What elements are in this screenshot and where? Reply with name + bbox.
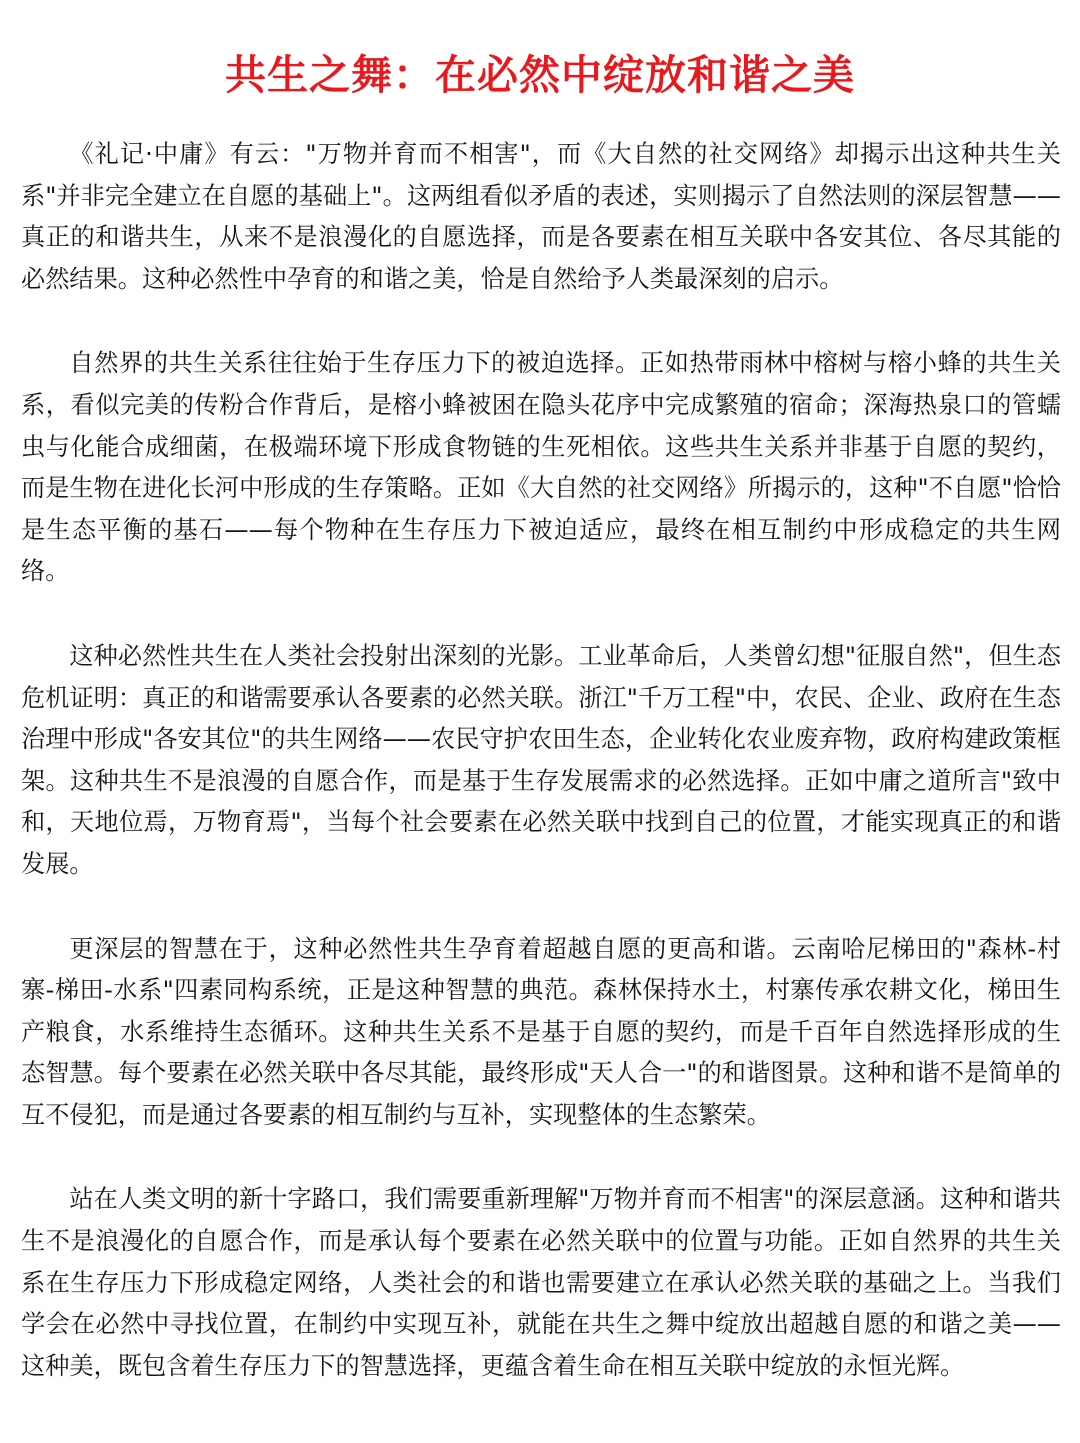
paragraph-4: 更深层的智慧在于，这种必然性共生孕育着超越自愿的更高和谐。云南哈尼梯田的"森林-村寨-梯田-水系"四素同构系统，正是这种智慧的典范。森林保持水土，村寨传承农耕文化，梯田生产粮食，水系维持生态循环。这种共生关系不是基于自愿的契约，而是千百年自然选择形成的生态智慧。每个要素在必然关联中各尽其能，最终形成"天人合一"的和谐图景。这种和谐不是简单的互不侵犯，而是通过各要素的相互制约与互补，实现整体的生态繁荣。 — [21, 934, 1061, 1129]
article-body — [21, 134, 1061, 1430]
paragraph-3: 这种必然性共生在人类社会投射出深刻的光影。工业革命后，人类曾幻想"征服自然"，但生态危机证明：真正的和谐需要承认各要素的必然关联。浙江"千万工程"中，农民、企业、政府在生态治理中形成"各安其位"的共生网络——农民守护农田生态，企业转化农业废弃物，政府构建政策框架。这种共生不是浪漫的自愿合作，而是基于生存发展需求的必然选择。正如中庸之道所言"致中和，天地位焉，万物育焉"，当每个社会要素在必然关联中找到自己的位置，才能实现真正的和谐发展。 — [21, 641, 1061, 878]
paragraph-5: 站在人类文明的新十字路口，我们需要重新理解"万物并育而不相害"的深层意涵。这种和谐共生不是浪漫化的自愿合作，而是承认每个要素在必然关联中的位置与功能。正如自然界的共生关系在生存压力下形成稳定网络，人类社会的和谐也需要建立在承认必然关联的基础之上。当我们学会在必然中寻找位置，在制约中实现互补，就能在共生之舞中绽放出超越自愿的和谐之美——这种美，既包含着生存压力下的智慧选择，更蕴含着生命在相互关联中绽放的永恒光辉。 — [21, 1185, 1061, 1380]
article-title: 共生之舞：在必然中绽放和谐之美 — [225, 51, 855, 99]
paragraph-2: 自然界的共生关系往往始于生存压力下的被迫选择。正如热带雨林中榕树与榕小蜂的共生关系，看似完美的传粉合作背后，是榕小蜂被困在隐头花序中完成繁殖的宿命；深海热泉口的管蠕虫与化能合成细菌，在极端环境下形成食物链的生死相依。这些共生关系并非基于自愿的契约，而是生物在进化长河中形成的生存策略。正如《大自然的社交网络》所揭示的，这种"不自愿"恰恰是生态平衡的基石——每个物种在生存压力下被迫适应，最终在相互制约中形成稳定的共生网络。 — [21, 349, 1061, 586]
paragraph-1: 《礼记·中庸》有云："万物并育而不相害"，而《大自然的社交网络》却揭示出这种共生关系"并非完全建立在自愿的基础上"。这两组看似矛盾的表述，实则揭示了自然法则的深层智慧——真正的和谐共生，从来不是浪漫化的自愿选择，而是各要素在相互关联中各安其位、各尽其能的必然结果。这种必然性中孕育的和谐之美，恰是自然给予人类最深刻的启示。 — [21, 140, 1061, 293]
